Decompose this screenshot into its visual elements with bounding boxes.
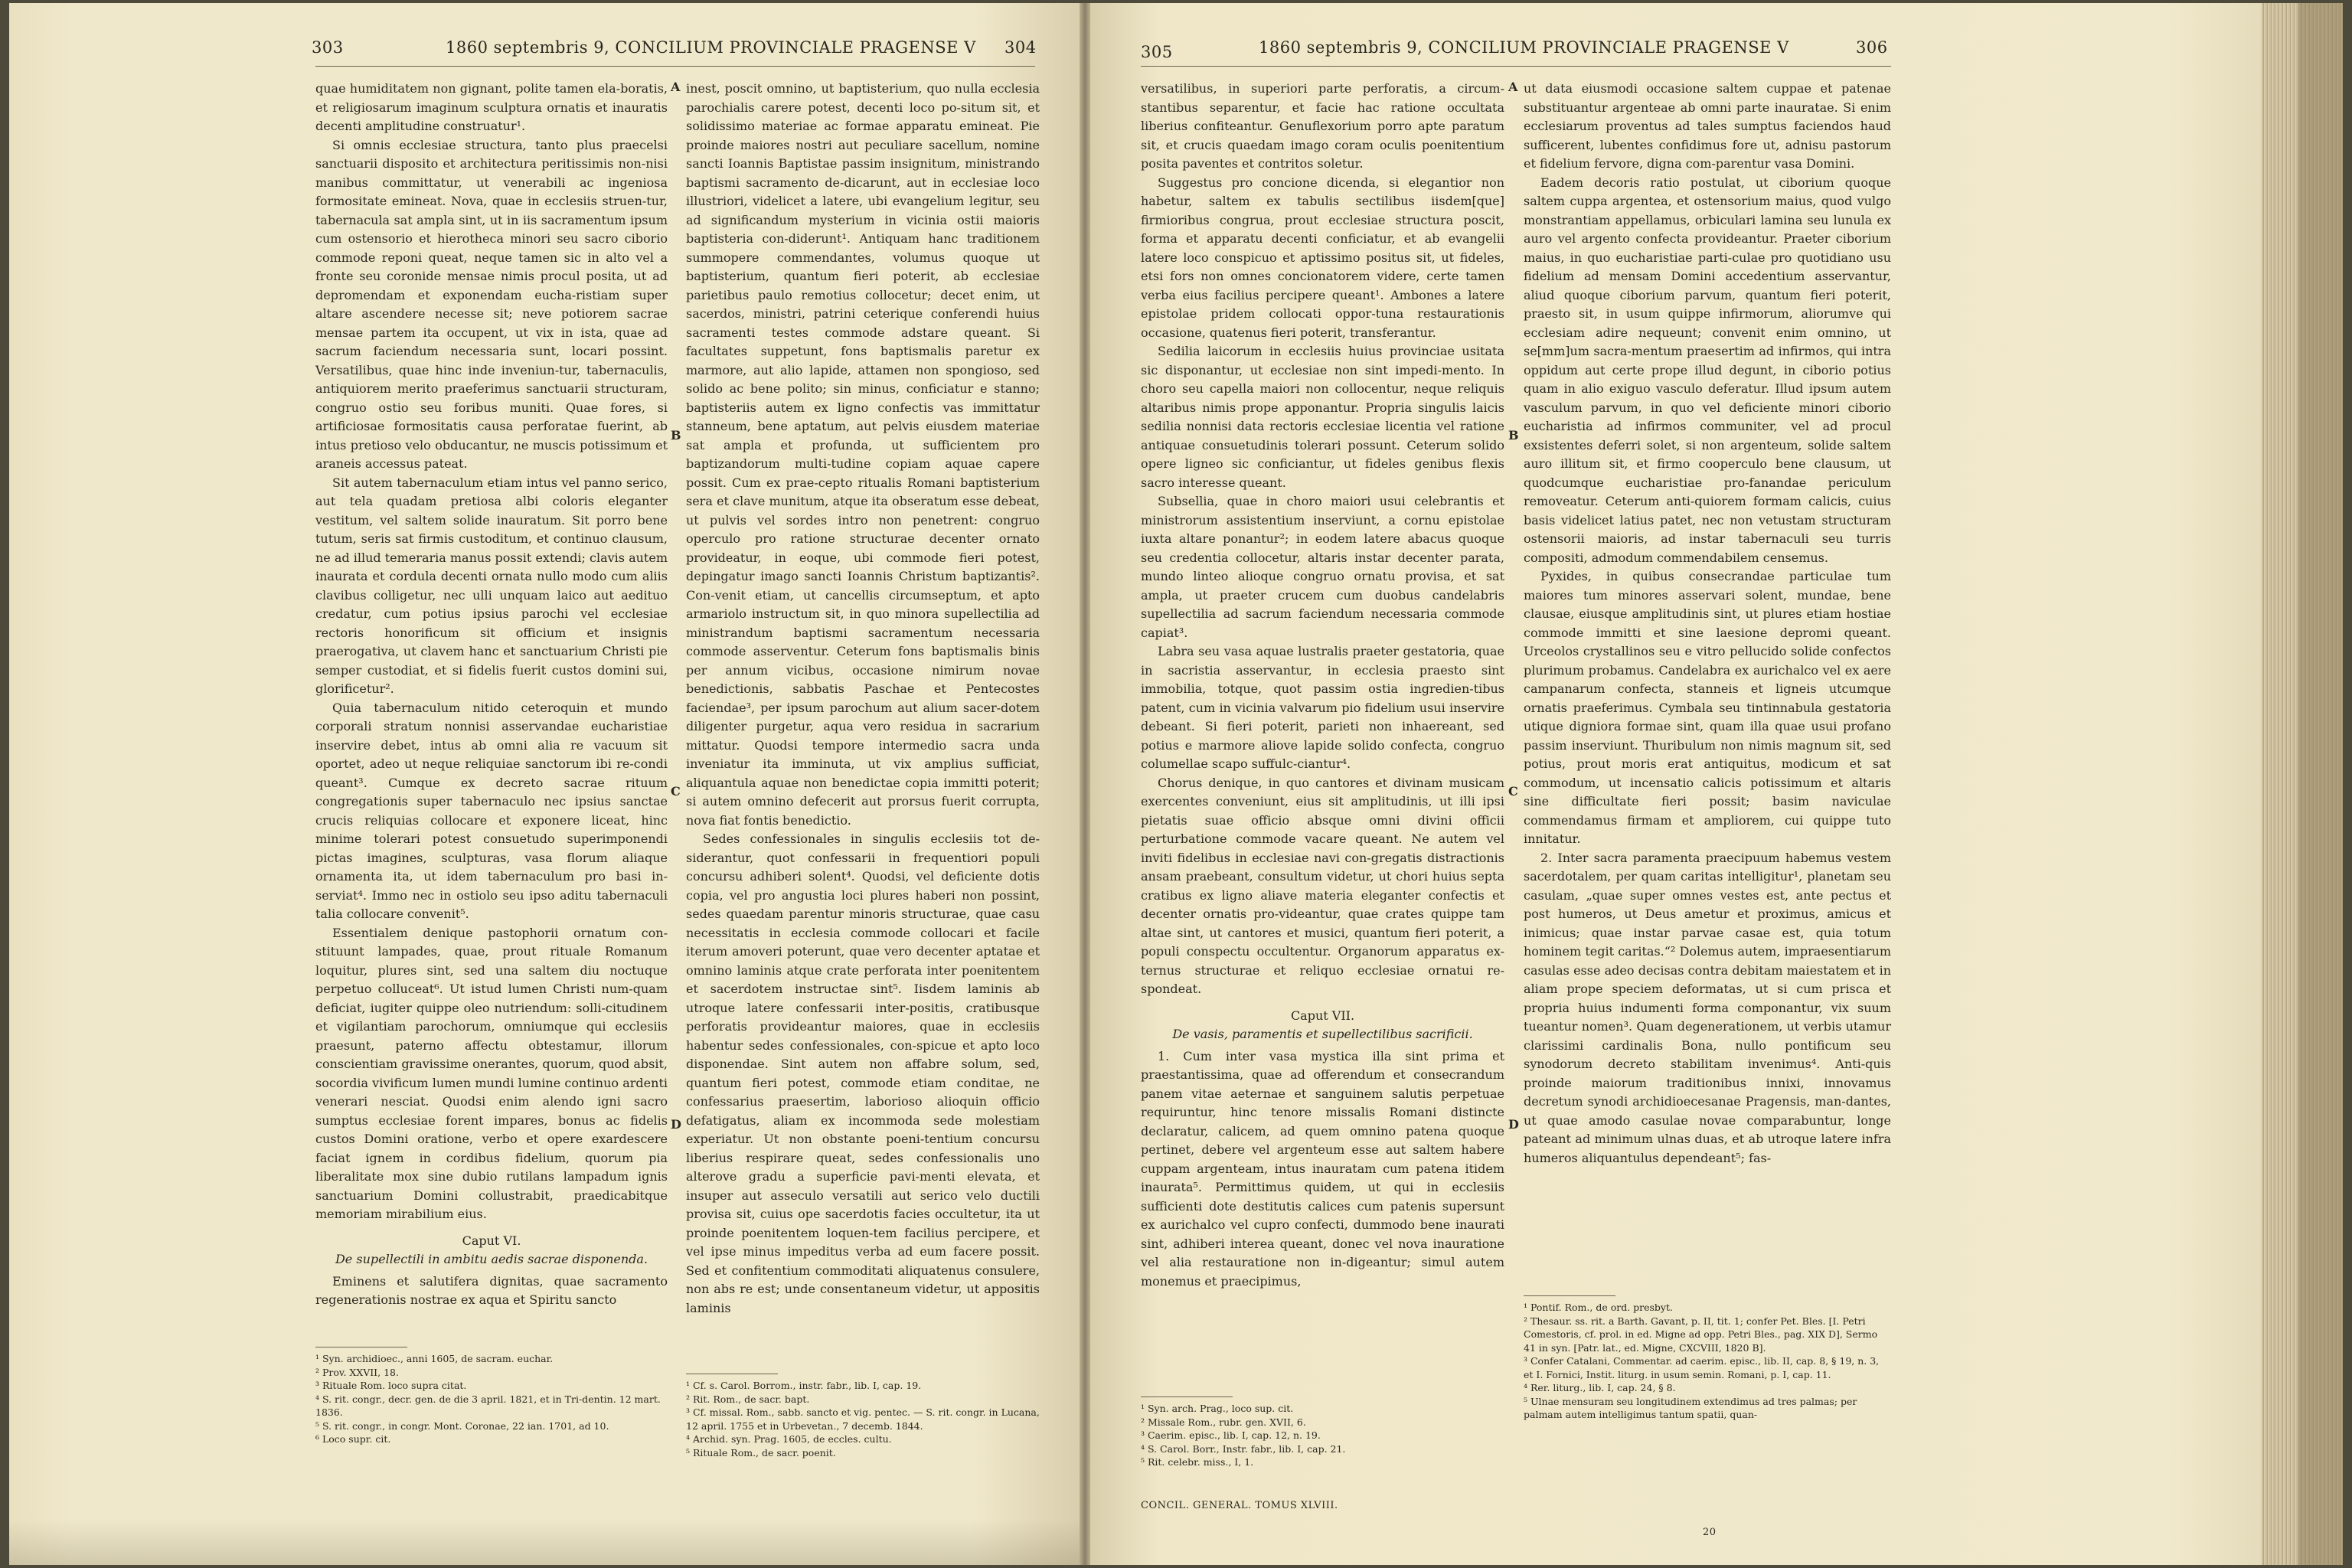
head-rule [315, 66, 1035, 67]
paragraph: quae humiditatem non gignant, polite tamen ela-boratis, et religiosarum imaginum sculptura ornatis et inauratis decenti amplitudine construatur¹. [315, 81, 668, 133]
marker-b: B [671, 428, 681, 443]
footnote: ³ Cf. missal. Rom., sabb. sancto et vig. pentec. — S. rit. congr. in Lucana, 12 april. 1755 et in Urbevetan., 7 decemb. 1844. [686, 1406, 1040, 1432]
running-head-left: 1860 septembris 9, CONCILIUM PROVINCIALE PRAGENSE V [446, 38, 976, 57]
footnote: ⁵ Rit. celebr. miss., I, 1. [1141, 1456, 1254, 1468]
footnote: ⁵ Rituale Rom., de sacr. poenit. [686, 1446, 836, 1459]
marker-a: A [1508, 80, 1518, 94]
marker-b: B [1508, 428, 1519, 443]
running-head-right: 1860 septembris 9, CONCILIUM PROVINCIALE PRAGENSE V [1259, 38, 1789, 57]
paragraph: ut data eiusmodi occasione saltem cuppae et patenae substituantur argenteae ab omni parte inauratae. Si enim ecclesiarum proventus ad tales sumptus faciendos haud sufficerent, lubentes confidimus fore ut, adnisu pastorum et fidelium fervore, digna com-parentur vasa Domini. [1524, 81, 1891, 171]
footnote-rule [1141, 1396, 1233, 1397]
footnote-rule [315, 1347, 407, 1348]
footnotes-a [315, 1347, 668, 1446]
paragraph: 2. Inter sacra paramenta praecipuum habemus vestem sacerdotalem, per quam caritas intelligitur¹, planetam seu casulam, „quae super omnes vestes est, ante pectus et post humeros, ut Deus ametur et proximus, amicus et inimicus; quae instar parvae casae est, quia totum hominem tegit caritas.“² Dolemus autem, impraesentiarum casulas esse adeo decisas contra debitam maiestatem et in aliam prope speciem deformatas, ut si cum prisca et propria huius indumenti forma componantur, vix suum tueantur nomen³. Quam degenerationem, ut verbis utamur clarissimi cardinalis Bona, nullo pontificum seu synodorum decreto stabilitam invenimus⁴. Anti-quis proinde maiorum traditionibus innixi, innovamus decretum synodi archidioecesanae Pragensis, man-dantes, ut quae amodo casulae novae comparabuntur, longe pateant ad minimum ulnas duas, et ab utroque latere infra humeros aliquantulus dependeant⁵; fas- [1524, 850, 1891, 1165]
paragraph: Subsellia, quae in choro maiori usui celebrantis et ministrorum assistentium inserviunt, a cornu epistolae iuxta altare ponantur²; in eodem latere abacus quoque seu credentia collocetur, altaris instar decenter parata, mundo linteo alioque congruo ornatu provisa, et sat ampla, ut praeter crucem cum duobus candelabris supellectilia ad sacrum faciendum necessaria commode capiat³. [1141, 494, 1504, 640]
footnotes-c [1141, 1396, 1504, 1469]
footnote: ² Thesaur. ss. rit. a Barth. Gavant, p. II, tit. 1; confer Pet. Bles. [I. Petri Comestoris, cf. prol. in ed. Migne ad opp. Petri Bles., pag. XIX D], Sermo 41 in syn. [Patr. lat., ed. Migne, CXCVIII, 1820 B]. [1524, 1315, 1878, 1354]
signature-line: CONCIL. GENERAL. TOMUS XLVIII. [1141, 1500, 1338, 1511]
paragraph: Eminens et salutifera dignitas, quae sacramento regenerationis nostrae ex aqua et Spiritu sancto [315, 1273, 668, 1307]
footnote: ¹ Cf. s. Carol. Borrom., instr. fabr., lib. I, cap. 19. [686, 1380, 922, 1391]
fore-edge-shadow [2298, 3, 2343, 1565]
footnote: ⁵ Ulnae mensuram seu longitudinem extendimus ad tres palmas; per palmam autem intelligimus tantum spatii, quan- [1524, 1395, 1857, 1420]
footnote: ⁵ S. rit. congr., in congr. Mont. Coronae, 22 ian. 1701, ad 10. [315, 1419, 609, 1432]
sheet-number: 20 [1703, 1527, 1717, 1538]
footnote: ⁴ Rer. liturg., lib. I, cap. 24, § 8. [1524, 1382, 1676, 1393]
marker-c: C [671, 784, 681, 799]
paragraph: Sedilia laicorum in ecclesiis huius provinciae usitata sic disponantur, ut ecclesiae non sint impedi-mento. In choro seu capella maiori non collocentur, neque reliquis altaribus nimis prope apponantur. Propria singulis laicis sedilia nonnisi data rectoris ecclesiae licentia vel ratione antiquae consuetudinis tolerari possunt. Ceterum solido opere ligneo sic conficiantur, ut fideles genibus flexis sacro interesse queant. [1141, 344, 1504, 490]
paragraph: Essentialem denique pastophorii ornatum con-stituunt lampades, quae, prout rituale Romanum loquitur, plures sint, sed una saltem diu noctuque perpetuo colluceat⁶. Ut istud lumen Christi num-quam deficiat, iugiter quippe oleo nutriendum: solli-citudinem et vigilantiam parochorum, omniumque qui ecclesiis praesunt, paterno affectu obtestamur, illorum conscientiam gravissime onerantes, quorum, quod absit, socordia vivificum lumen mundi lumine continuo ardenti venerari nesciat. Quodsi enim alendo igni sacro sumptus ecclesiae forent impares, bonus ac fidelis custos Domini oratione, verbo et opere exardescere faciat ignem in cordibus fidelium, quorum pia liberalitate mox sine dubio rutilans lampadum ignis sanctuarium Domini collustrabit, praedicabitque memoriam mirabilium eius. [315, 925, 668, 1221]
caput-vi-subtitle: De supellectili in ambitu aedis sacrae disponenda. [335, 1252, 648, 1266]
caput-vii-subtitle: De vasis, paramentis et supellectilibus sacrificii. [1172, 1027, 1473, 1041]
paragraph: Sit autem tabernaculum etiam intus vel panno serico, aut tela quadam pretiosa albi coloris eleganter vestitum, vel saltem solide inauratum. Sit porro bene tutum, seris sat firmis custoditum, et continuo clausum, ne ad illud temeraria manus possit extendi; clavis autem inaurata et cordula decenti ornata nullo modo cum aliis clavibus colligetur, nec ulli unquam laico aut aedituo credatur, cum potius ipsius parochi vel ecclesiae rectoris honorificum sit officium et insignis praerogativa, ut clavem hanc et sanctuarium Christi pie semper custodiat, et si fidelis fuerit custos domini sui, glorificetur². [315, 475, 668, 696]
footnote: ⁴ Archid. syn. Prag. 1605, de eccles. cultu. [686, 1433, 892, 1445]
head-rule [1141, 66, 1891, 67]
page-number-303: 303 [312, 38, 344, 57]
paragraph: Quia tabernaculum nitido ceteroquin et mundo corporali stratum nonnisi asservandae eucharistiae inservire debet, intus ab omni alia re vacuum sit oportet, adeo ut neque reliquiae sanctorum ibi re-condi queant³. Cumque ex decreto sacrae rituum congregationis super tabernaculo nec ipsius sanctae crucis reliquias collocare et exponere liceat, hinc minime tolerari potest consuetudo superimponendi pictas imagines, sculpturas, vasa florum aliaque ornamenta ita, ut idem tabernaculum pro basi in-serviat⁴. Immo nec in ostiolo seu ipso aditu tabernaculi talia collocare convenit⁵. [315, 700, 668, 921]
paragraph: inest, poscit omnino, ut baptisterium, quo nulla ecclesia parochialis carere potest, decenti loco po-situm sit, et solidissimo materiae ac formae apparatu emineat. Pie proinde maiores nostri aut peculiare sacellum, nomine sancti Ioannis Baptistae passim insignitum, ministrando baptismi sacramento de-dicarunt, aut in ecclesiae loco illustriori, videlicet a latere, ubi evangelium legitur, seu ad significandum mysterium in vicinia ostii maioris baptisteria con-diderunt¹. Antiquam hanc traditionem summopere commendantes, volumus quoque ut baptisterium, quantum fieri poterit, ab ecclesiae parietibus paulo remotius collocetur; decet enim, ut sacerdos, ministri, patrini ceterique conferendi huius sacramenti testes commode adstare queant. Si facultates suppetunt, fons baptismalis paretur ex marmore, aut alio lapide, attamen non spongioso, sed solido ac bene polito; sin minus, conficiatur e stanno; baptisteriis autem ex ligno confectis vas immittatur stanneum, bene aptatum, aut pelvis eiusdem materiae sat ampla et profunda, ut sufficientem pro baptizandorum multi-tudine copiam aquae capere possit. Cum ex prae-cepto ritualis Romani baptisterium sera et clave munitum, atque ita obseratum esse debeat, ut pulvis vel sordes intro non penetrent: congruo operculo pro ratione structurae decenter ornato provideatur, in eoque, ubi commode fieri potest, depingatur imago sancti Ioannis Christum baptizantis². Con-venit etiam, ut cancellis circumseptum, et apto armariolo instructum sit, in quo minora supellectilia ad ministrandum baptismi sacramentum necessaria commode asserventur. Ceterum fons baptismalis binis per annum vicibus, occasione nimirum novae benedictionis, sabbatis Paschae et Pentecostes faciendae³, per ipsum parochum aut alium sacer-dotem diligenter purgetur, aqua vero residua in sacrarium mittatur. Quodsi tempore intermedio sacra unda inveniatur ita imminuta, ut vix amplius sufficiat, aliquantula aquae non benedictae copia immitti poterit; si autem omnino defecerit aut prorsus fuerit corrupta, nova fiat fontis benedictio. [686, 81, 1040, 828]
page-shadow [9, 1519, 1080, 1565]
footnote: ² Missale Rom., rubr. gen. XVII, 6. [1141, 1416, 1306, 1428]
marker-a: A [671, 80, 681, 94]
footnote: ⁴ S. rit. congr., decr. gen. de die 3 april. 1821, et in Tri-dentin. 12 mart. 1836. [315, 1393, 661, 1418]
paragraph: versatilibus, in superiori parte perforatis, a circum-stantibus separentur, et facie hac ratione occultata liberius confiteantur. Genuflexorium porro apte paratum sit, et crucis quaedam imago coram oculis poenitentium posita paventes et contritos soletur. [1141, 81, 1504, 171]
footnote: ⁶ Loco supr. cit. [315, 1433, 391, 1445]
footnote: ³ Caerim. episc., lib. I, cap. 12, n. 19. [1141, 1429, 1321, 1441]
paragraph: Suggestus pro concione dicenda, si elegantior non habetur, saltem ex tabulis sectilibus iisdem[que] firmioribus congrua, prout ecclesiae structura poscit, forma et apparatu decenti conficiatur, et ab evangelii latere loco conspicuo et aptissimo positus sit, ut fideles, etsi fors non omnes concionatorem videre, certe tamen verba eius facilius percipere queant¹. Ambones a latere epistolae pridem collocati oppor-tuna restaurationis occasione, quatenus fieri poterit, transferantur. [1141, 175, 1504, 340]
column-c [1141, 80, 1504, 1291]
marker-d: D [671, 1117, 681, 1132]
footnote: ¹ Syn. archidioec., anni 1605, de sacram. euchar. [315, 1353, 554, 1364]
caput-vi-title: Caput VI. [462, 1233, 521, 1248]
paragraph: Pyxides, in quibus consecrandae particulae tum maiores tum minores asservari solent, mundae, bene clausae, eiusque amplitudinis sint, ut plures etiam hostiae commode immitti et sine laesione depromi queant. Urceolos crystallinos seu e vitro pellucido solide confectos plurimum probamus. Candelabra ex aurichalco vel ex aere campanarum confecta, stanneis et ligneis utcumque ornatis praeferimus. Cymbala seu tintinnabula gestatoria utique digniora formae sint, quam illa quae usui profano passim inserviunt. Thuribulum non nimis magnum sit, sed potius, prout moris erat antiquitus, modicum et sat commodum, ut incensatio calicis potissimum et altaris sine difficultate fieri possit; basim naviculae commendamus firmam et ampliorem, cui quippe tuto innitatur. [1524, 569, 1891, 846]
footnote: ¹ Pontif. Rom., de ord. presbyt. [1524, 1302, 1673, 1313]
page-number-305: 305 [1141, 43, 1173, 61]
marker-c: C [1508, 784, 1518, 799]
marker-d: D [1508, 1117, 1519, 1132]
footnote-rule [1524, 1295, 1615, 1296]
paragraph: Labra seu vasa aquae lustralis praeter gestatoria, quae in sacristia asservantur, in ecclesia praesto sint immobilia, totque, quot passim ostia ingredien-tibus patent, cum in vicinia valvarum pio fidelium usui inservire debeant. Si fieri poterit, parieti non inhaereant, sed potius e marmore aliove lapide solido confecta, congruo columellae scapo suffulc-ciantur⁴. [1141, 644, 1504, 771]
footnote: ² Rit. Rom., de sacr. bapt. [686, 1393, 810, 1405]
left-page [9, 3, 1080, 1565]
column-d [1524, 80, 1891, 1168]
right-page [1090, 3, 2262, 1565]
paragraph: Si omnis ecclesiae structura, tanto plus praecelsi sanctuarii disposito et architectura peritissimis non-nisi manibus committatur, ut venerabili ac ingeniosa formositate emineat. Nova, quae in ecclesiis struen-tur, tabernacula sat ampla sint, ut in iis sacramentum ipsum cum ostensorio et hierotheca minori seu sacro ciborio commode reponi queat, neque tamen sic in alto vel a fronte seu coronide mensae nimis procul posita, ut ad depromendam et exponendam eucha-ristiam super altare ascendere necesse sit; neve potiorem sacrae mensae partem ita occupent, ut vix in ista, quae ad sacrum faciendum necessaria sunt, locari possint. Versatilibus, quae hinc inde inveniun-tur, tabernaculis, antiquiorem merito praeferimus sanctuarii structuram, congruo ostio seu foribus muniti. Quae fores, si artificiosae formositatis causa perforatae fuerint, ab intus pretioso velo obducantur, ne muscis potissimum et araneis accessus pateat. [315, 137, 668, 471]
footnotes-b [686, 1374, 1040, 1459]
paragraph: Sedes confessionales in singulis ecclesiis tot de-siderantur, quot confessarii in frequentiori populi concursu adhiberi solent⁴. Quodsi, vel deficiente dotis copia, vel pro angustia loci plures haberi non possint, sedes quaedam parentur minoris structurae, quae casu necessitatis in ecclesia commode collocari et facile iterum amoveri poterunt, quae vero decenter aptatae et omnino laminis atque crate perforata inter poenitentem et sacerdotem instructae sint⁵. Iisdem laminis ab utroque latere confessarii inter-positis, cratibusque perforatis provideantur maiores, quae in ecclesiis habentur sedes confessionales, con-spicue et apto loco disponendae. Sint autem non affabre solum, sed, quantum fieri potest, commode etiam conditae, ne confessarius praesertim, laborioso alioquin officio defatigatus, aliam ex incommoda sede molestiam experiatur. Ut non obstante poeni-tentium concursu liberius respirare queat, sedes confessionalis uno alterove gradu a superficie pavi-menti elevata, et insuper aut asseculo versatili aut serico velo ductili provisa sit, cuius ope sacerdotis facies occultetur, ita ut proinde poenitentem loquen-tem facilius percipere, et vel ipse minus impeditus verba ad eum facere possit. Sed et confitentium commoditati aliquatenus consulere, non abs re est; unde consentaneum videtur, ut appositis laminis [686, 831, 1040, 1315]
footnote: ³ Rituale Rom. loco supra citat. [315, 1380, 467, 1391]
caput-vii-title: Caput VII. [1290, 1008, 1355, 1023]
page-number-304: 304 [1004, 38, 1037, 57]
column-a [315, 80, 668, 1310]
page-number-306: 306 [1856, 38, 1888, 57]
footnote: ¹ Syn. arch. Prag., loco sup. cit. [1141, 1403, 1294, 1414]
paragraph: 1. Cum inter vasa mystica illa sint prima et praestantissima, quae ad offerendum et consecrandum panem vitae aeternae et sanguinem salutis perpetuae requiruntur, hinc tenore missalis Romani distincte declaratur, calicem, ad quem omnino patena quoque pertinet, debere vel argenteum esse aut saltem habere cuppam argenteam, intus inauratam cum patena itidem inaurata⁵. Permittimus quidem, ut qui in ecclesiis sufficienti dote destitutis calices cum patenis supersunt ex aurichalco vel cupro confecti, dummodo bene inaurati sint, adhiberi interea queant, donec vel nova inauratione vel alia restauratione non in-digeantur; simul autem monemus et praecipimus, [1141, 1048, 1504, 1289]
gutter [1080, 3, 1090, 1565]
footnote: ³ Confer Catalani, Commentar. ad caerim. episc., lib. II, cap. 8, § 19, n. 3, et I. Fornici, Instit. liturg. in usum semin. Romani, p. I, cap. 11. [1524, 1355, 1880, 1380]
column-b [686, 80, 1040, 1318]
footnotes-d [1524, 1295, 1891, 1422]
footnote: ⁴ S. Carol. Borr., Instr. fabr., lib. I, cap. 21. [1141, 1442, 1346, 1455]
footnote: ² Prov. XXVII, 18. [315, 1366, 399, 1378]
paragraph: Eadem decoris ratio postulat, ut ciborium quoque saltem cuppa argentea, et ostensorium maius, quod vulgo monstrantiam appellamus, orbiculari lamina seu lunula ex auro vel argento confecta provideantur. Praeter ciborium maius, in quo eucharistiae parti-culae pro quotidiano usu fidelium ad mensam Domini accedentium asservantur, aliud quoque ciborium parvum, quantum fieri poterit, praesto sit, in usum quippe infirmorum, aliorumve qui ecclesiam adire nequeunt; convenit enim omnino, ut se[mm]um sacra-mentum praesertim ad infirmos, qui intra oppidum aut certe prope illud degunt, in ciborio potius quam in alio exiguo vasculo deferatur. Illud ipsum autem vasculum parvum, in quo vel deficiente minori ciborio eucharistia ad infirmos communiter, vel ad procul exsistentes deferri solet, si non argenteum, solide saltem auro illitum sit, et firmo cooperculo bene clausum, ut quodcumque eucharistiae pro-fanandae periculum removeatur. Ceterum anti-quiorem formam calicis, cuius basis videlicet latius patet, nec non vetustam structuram ostensorii maioris, ad instar tabernaculi seu turris compositi, admodum commendabilem censemus. [1524, 175, 1891, 565]
open-book [9, 3, 2343, 1565]
paragraph: Chorus denique, in quo cantores et divinam musicam exercentes conveniunt, eius sit amplitudinis, ut illi ipsi pietatis suae officio absque omni divini officii perturbatione commode vacare queant. Ne autem vel inviti fidelibus in ecclesiae navi con-gregatis distractionis ansam praebeant, consultum videtur, ut chori huius septa cratibus ex ligno aliave materia eleganter confectis et decenter ornatis pro-videantur, quae crates quippe tam altae sint, ut cantores et musici, quantum fieri poterit, a populi conspectu occultentur. Organorum apparatus ex-ternus structurae et reliquo ecclesiae ornatui re-spondeat. [1141, 775, 1504, 996]
